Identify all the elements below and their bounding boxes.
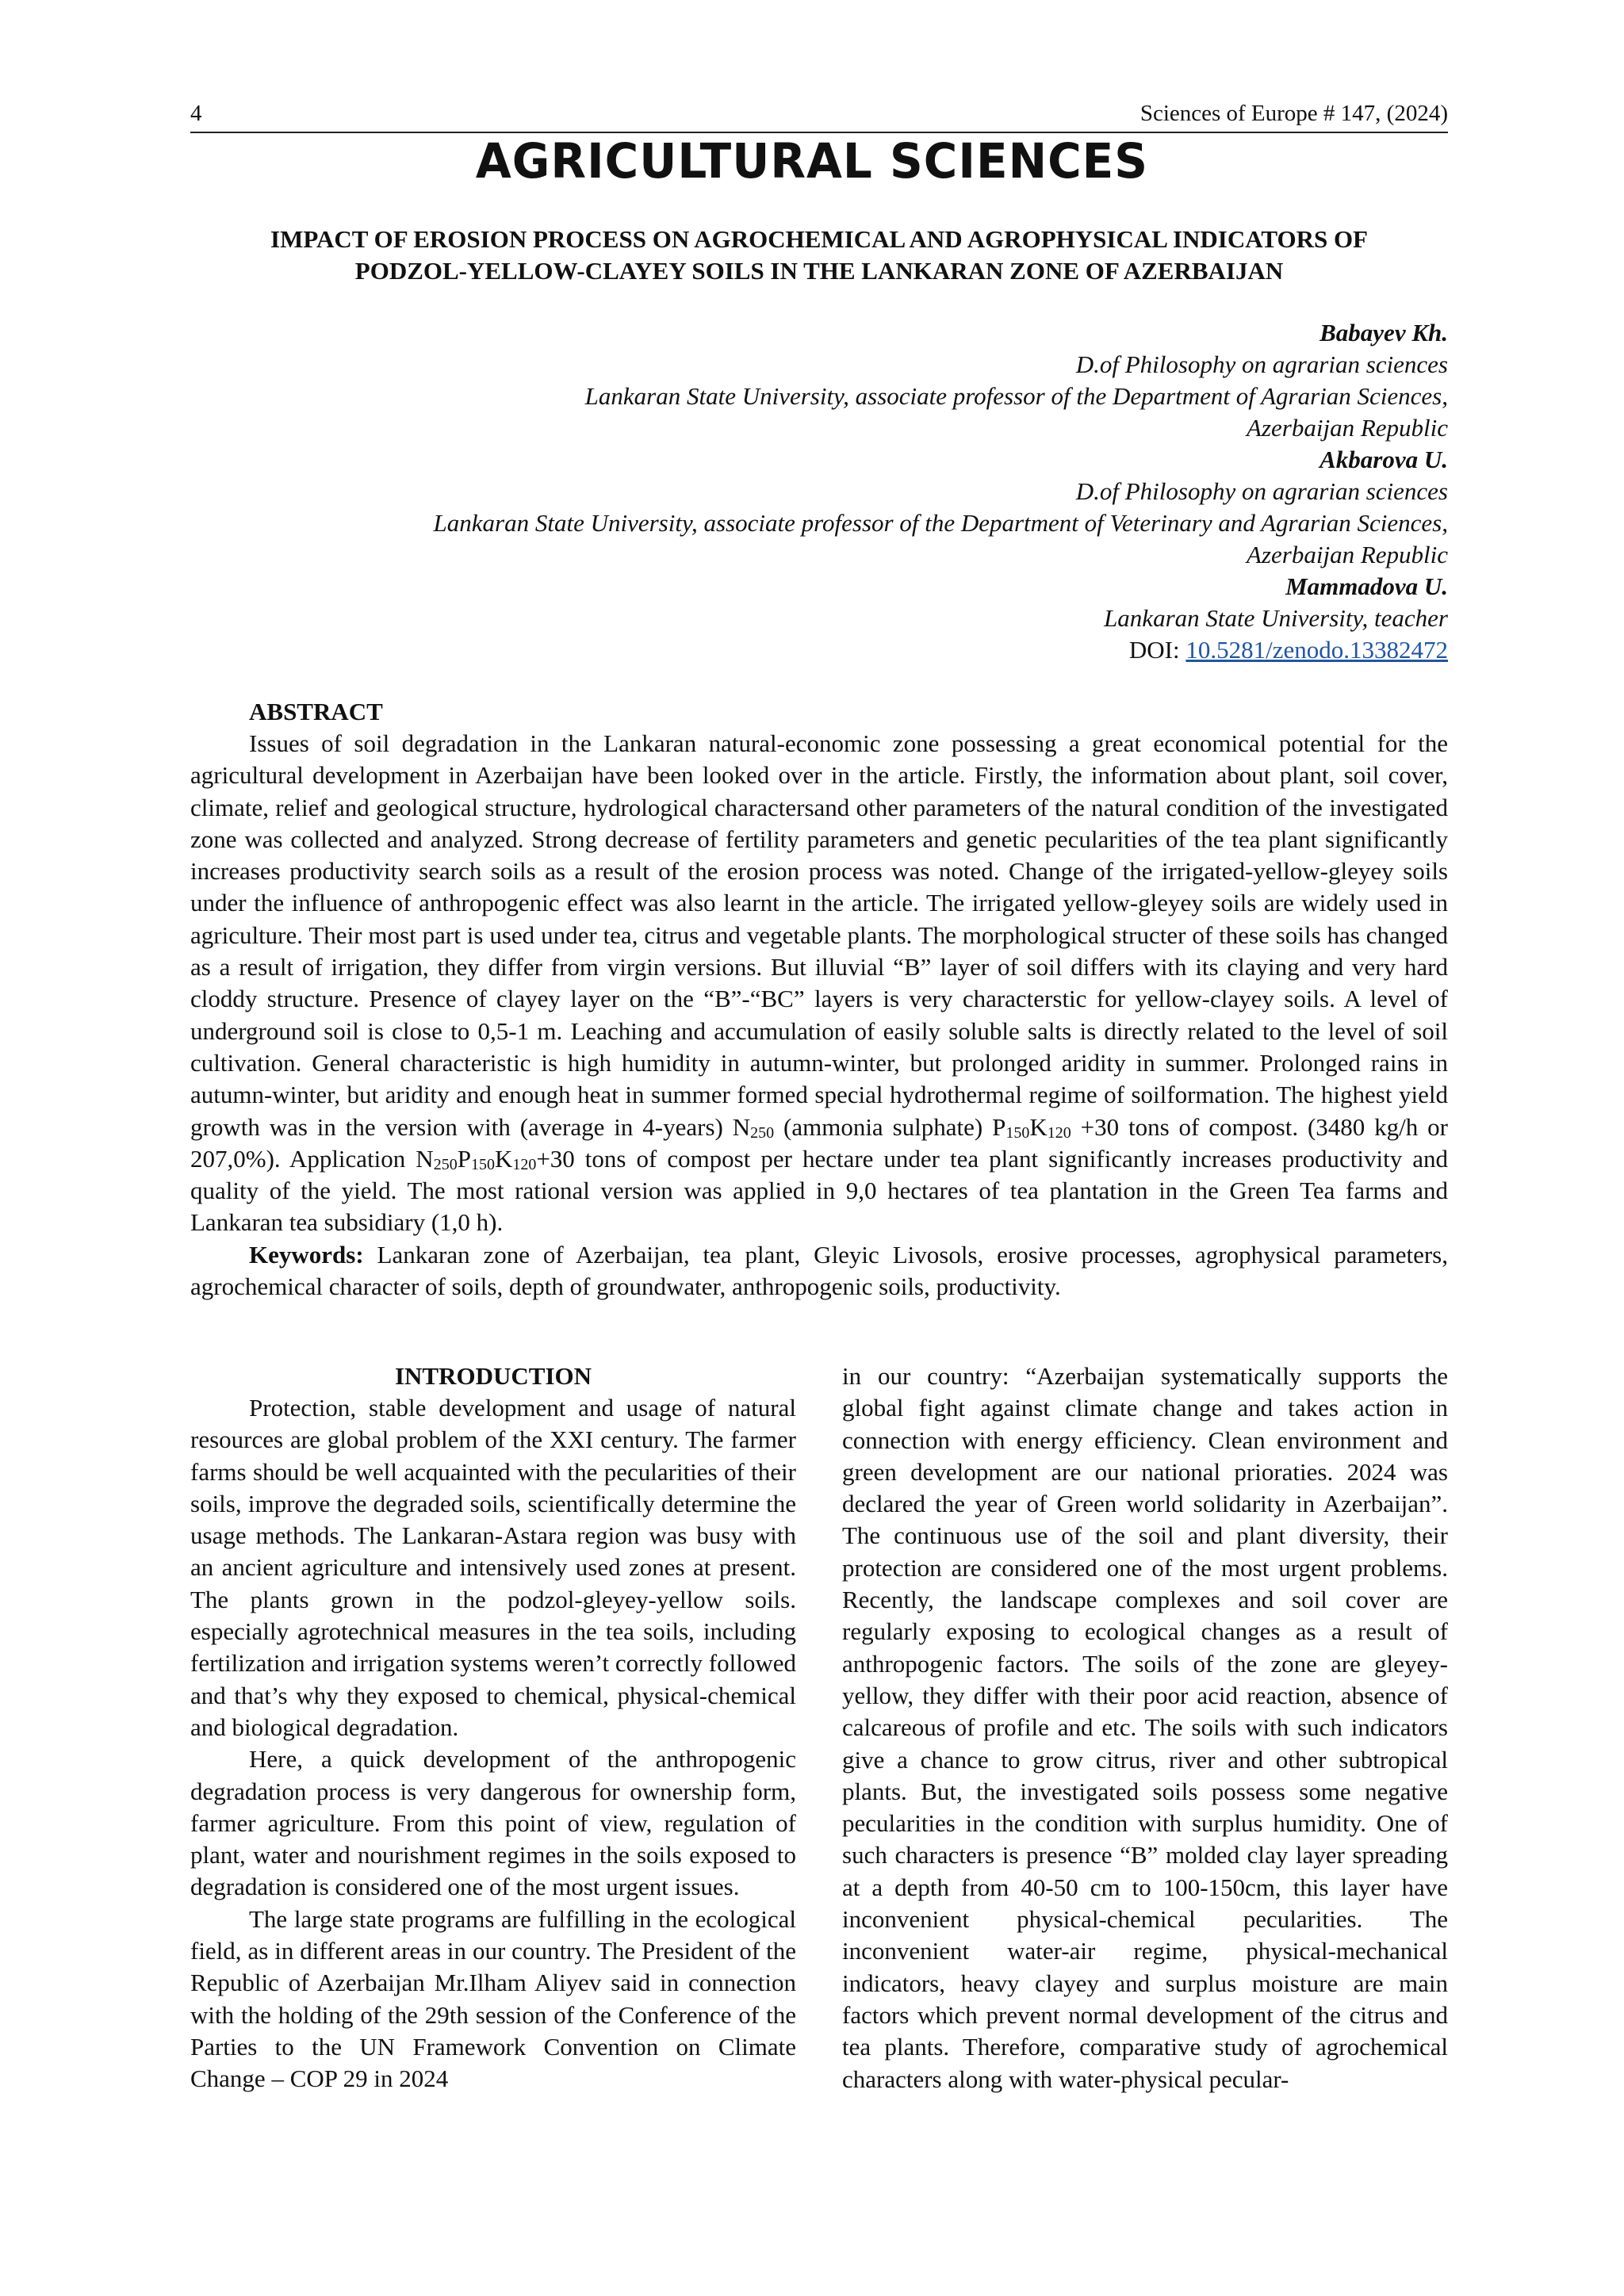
- author-country: Azerbaijan Republic: [1247, 414, 1448, 442]
- author-affiliation: Lankaran State University, associate professor of the Department of Veterinary and Agrarian Sciences,: [433, 509, 1448, 537]
- journal-issue: Sciences of Europe # 147, (2024): [1139, 101, 1448, 126]
- introduction-heading: INTRODUCTION: [394, 1362, 592, 1390]
- keywords-text: Lankaran zone of Azerbaijan, tea plant, Gleyic Livosols, erosive processes, agrophysical parameters, agrochemical character of soils, depth of groundwater, anthropogenic soils, productivity.: [190, 1240, 1448, 1301]
- paragraph: Protection, stable development and usage of natural resources are global problem of the XXI century. The farmer farms should be well acquainted with the pecularities of their soils, improve the degraded soils, scientifically determine the usage methods. The Lankaran-Astara region was busy with an ancient agriculture and intensively used zones at present. The plants grown in the podzol-gleyey-yellow soils. especially agrotechnical measures in the tea soils, including fertilization and irrigation systems weren’t correctly followed and that’s why they exposed to chemical, physical-chemical and biological degradation.: [190, 1394, 796, 1741]
- section-title: AGRICULTURAL SCIENCES: [475, 132, 1149, 189]
- doi-line: [434, 634, 1448, 666]
- author-degree: D.of Philosophy on agrarian sciences: [1075, 350, 1448, 378]
- keywords-label: Keywords:: [249, 1240, 364, 1269]
- author-name: Akbarova U.: [1320, 446, 1448, 473]
- article-title: [190, 224, 1448, 287]
- article-title-line-2: PODZOL-YELLOW-CLAYEY SOILS IN THE LANKARAN ZONE OF AZERBAIJAN: [354, 257, 1284, 285]
- right-column: [842, 1360, 1448, 2095]
- author-name: Babayev Kh.: [1320, 319, 1448, 346]
- paragraph: Here, a quick development of the anthropogenic degradation process is very dangerous for ownership form, farmer agriculture. From this point of view, regulation of plant, water and nourishment regimes in the soils exposed to degradation is considered one of the most urgent issues.: [190, 1745, 796, 1901]
- keywords: [190, 1239, 1448, 1303]
- paragraph: The large state programs are fulfilling in the ecological field, as in different areas in our country. The President of the Republic of Azerbaijan Mr.Ilham Aliyev said in connection with the holding of the 29th session of the Conference of the Parties to the UN Framework Convention on Climate Change – COP 29 in 2024: [190, 1904, 796, 2093]
- abstract-text: Issues of soil degradation in the Lankaran natural-economic zone possessing a great economical potential for the agricultural development in Azerbaijan have been looked over in the article. Firstly, the information about plant, soil cover, climate, relief and geological structure, hydrological charactersand other parameters of the natural condition of the investigated zone was collected and analyzed. Strong decrease of fertility parameters and genetic pecularities of the tea plant significantly increases productivity search soils as a result of the erosion process was noted. Change of the irrigated-yellow-gleyey soils under the influence of anthropogenic effect was also learnt in the article. The irrigated yellow-gleyey soils are widely used in agriculture. Their most part is used under tea, citrus and vegetable plants. The morphological structer of these soils has changed as a result of irrigation, they differ from virgin versions. But illuvial “B” layer of soil differs with its claying and very hard cloddy structure. Presence of clayey layer on the “B”-“BC” layers is very characterstic for yellow-clayey soils. A level of underground soil is close to 0,5-1 m. Leaching and accumulation of easily soluble salts is directly related to the level of soil cultivation. General characteristic is high humidity in autumn-winter, but prolonged aridity in summer. Prolonged rains in autumn-winter, but aridity and enough heat in summer formed special hydrothermal regime of soilformation. The highest yield growth was in the version with (average in 4-years) $N_{250}$ (ammonia sulphate) $P_{150}K_{120} +30$ tons of compost. (3480 kg/h or 207,0%). Application $N_{250}P_{150}K_{120}+30$ tons of compost per hectare under tea plant significantly increases productivity and quality of the yield. The most rational version was applied in 9,0 hectares of tea plantation in the Green Tea farms and Lankaran tea subsidiary (1,0 h).: [190, 729, 1448, 1237]
- left-column: [190, 1360, 796, 2095]
- author-name: Mammadova U.: [1285, 572, 1448, 600]
- author-affiliation: Lankaran State University, teacher: [1104, 604, 1448, 632]
- abstract-heading: ABSTRACT: [249, 698, 383, 725]
- running-header: [190, 100, 1448, 133]
- author-affiliation: Lankaran State University, associate professor of the Department of Agrarian Sciences,: [584, 382, 1448, 410]
- doi-label: DOI:: [1128, 636, 1186, 664]
- abstract: [190, 696, 1448, 1303]
- page-number: 4: [190, 101, 202, 126]
- author-block: [434, 317, 1448, 666]
- doi-link[interactable]: 10.5281/zenodo.13382472: [1185, 636, 1448, 664]
- author-degree: D.of Philosophy on agrarian sciences: [1075, 477, 1448, 505]
- author-country: Azerbaijan Republic: [1247, 541, 1448, 568]
- paragraph: in our country: “Azerbaijan systematically supports the global fight against climate change and takes action in connection with energy efficiency. Clean environment and green development are our national prioraties. 2024 was declared the year of Green world solidarity in Azerbaijan”. The continuous use of the soil and plant diversity, their protection are considered one of the most urgent problems. Recently, the landscape complexes and soil cover are regularly exposing to ecological changes as a result of anthropogenic factors. The soils of the zone are gleyey-yellow, they differ with their poor acid reaction, absence of calcareous of profile and etc. The soils with such indicators give a chance to grow citrus, river and other subtropical plants. But, the investigated soils possess some negative pecularities in the condition with surplus humidity. One of such characters is presence “B” molded clay layer spreading at a depth from 40-50 cm to 100-150cm, this layer have inconvenient physical-chemical pecularities. The inconvenient water-air regime, physical-mechanical indicators, heavy clayey and surplus moisture are main factors which prevent normal development of the citrus and tea plants. Therefore, comparative study of agrochemical characters along with water-physical pecular-: [842, 1362, 1448, 2093]
- article-title-line-1: IMPACT OF EROSION PROCESS ON AGROCHEMICAL AND AGROPHYSICAL INDICATORS OF: [270, 225, 1368, 253]
